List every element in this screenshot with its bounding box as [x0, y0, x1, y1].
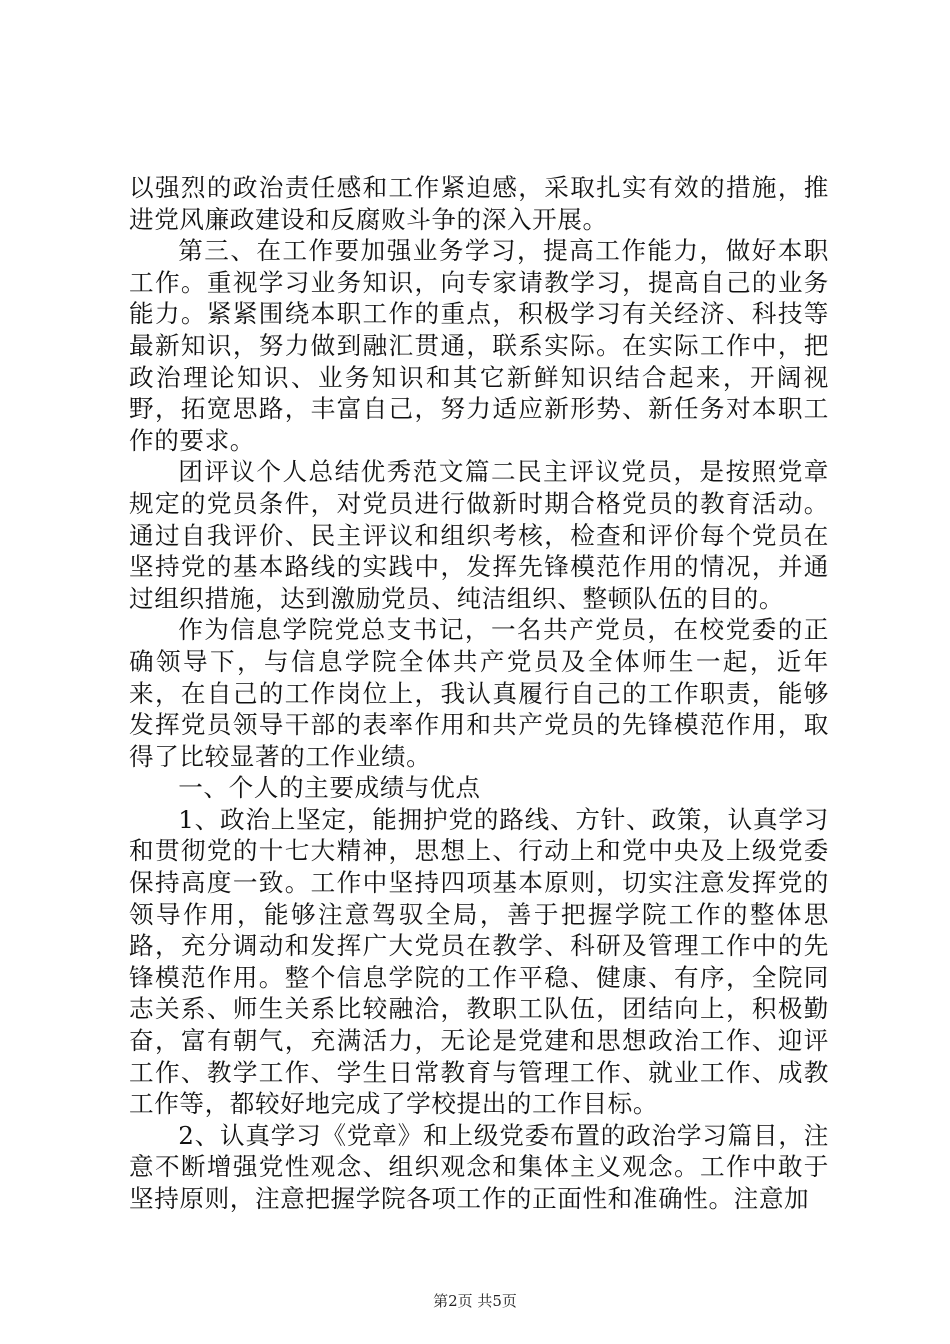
paragraph-third-point: 第三、在工作要加强业务学习，提高工作能力，做好本职工作。重视学习业务知识，向专家请教学习，提高自己的业务能力。紧紧围绕本职工作的重点，积极学习有关经济、科技等最新知识，努力做到融汇贯通，联系实际。在实际工作中，把政治理论知识、业务知识和其它新鲜知识结合起来，开阔视野，拓宽思路，丰富自己，努力适应新形势、新任务对本职工作的要求。 — [129, 236, 829, 455]
paragraph-self-introduction: 作为信息学院党总支书记，一名共产党员，在校党委的正确领导下，与信息学院全体共产党员及全体师生一起，近年来，在自己的工作岗位上，我认真履行自己的工作职责，能够发挥党员领导干部的表率作用和共产党员的先锋模范作用，取得了比较显著的工作业绩。 — [129, 615, 829, 771]
paragraph-essay-two-intro: 团评议个人总结优秀范文篇二民主评议党员，是按照党章规定的党员条件，对党员进行做新时期合格党员的教育活动。通过自我评价、民主评议和组织考核，检查和评价每个党员在坚持党的基本路线的实践中，发挥先锋模范作用的情况，并通过组织措施，达到激励党员、纯洁组织、整顿队伍的目的。 — [129, 457, 829, 613]
section-heading: 一、个人的主要成绩与优点 — [178, 773, 481, 803]
document-body — [129, 172, 829, 1215]
paragraph-item-2: 2、认真学习《党章》和上级党委布置的政治学习篇目，注意不断增强党性观念、组织观念和集体主义观念。工作中敢于坚持原则，注意把握学院各项工作的正面性和准确性。注意加 — [129, 1120, 829, 1213]
paragraph-continuation: 以强烈的政治责任感和工作紧迫感，采取扎实有效的措施，推进党风廉政建设和反腐败斗争的深入开展。 — [129, 173, 829, 234]
paragraph-item-1: 1、政治上坚定，能拥护党的路线、方针、政策，认真学习和贯彻党的十七大精神，思想上、行动上和党中央及上级党委保持高度一致。工作中坚持四项基本原则，切实注意发挥党的领导作用，能够注意驾驭全局，善于把握学院工作的整体思路，充分调动和发挥广大党员在教学、科研及管理工作中的先锋模范作用。整个信息学院的工作平稳、健康、有序，全院同志关系、师生关系比较融洽，教职工队伍，团结向上，积极勤奋，富有朝气，充满活力，无论是党建和思想政治工作、迎评工作、教学工作、学生日常教育与管理工作、就业工作、成教工作等，都较好地完成了学校提出的工作目标。 — [129, 804, 829, 1119]
page-number-footer: 第2页 共5页 — [433, 1292, 517, 1310]
